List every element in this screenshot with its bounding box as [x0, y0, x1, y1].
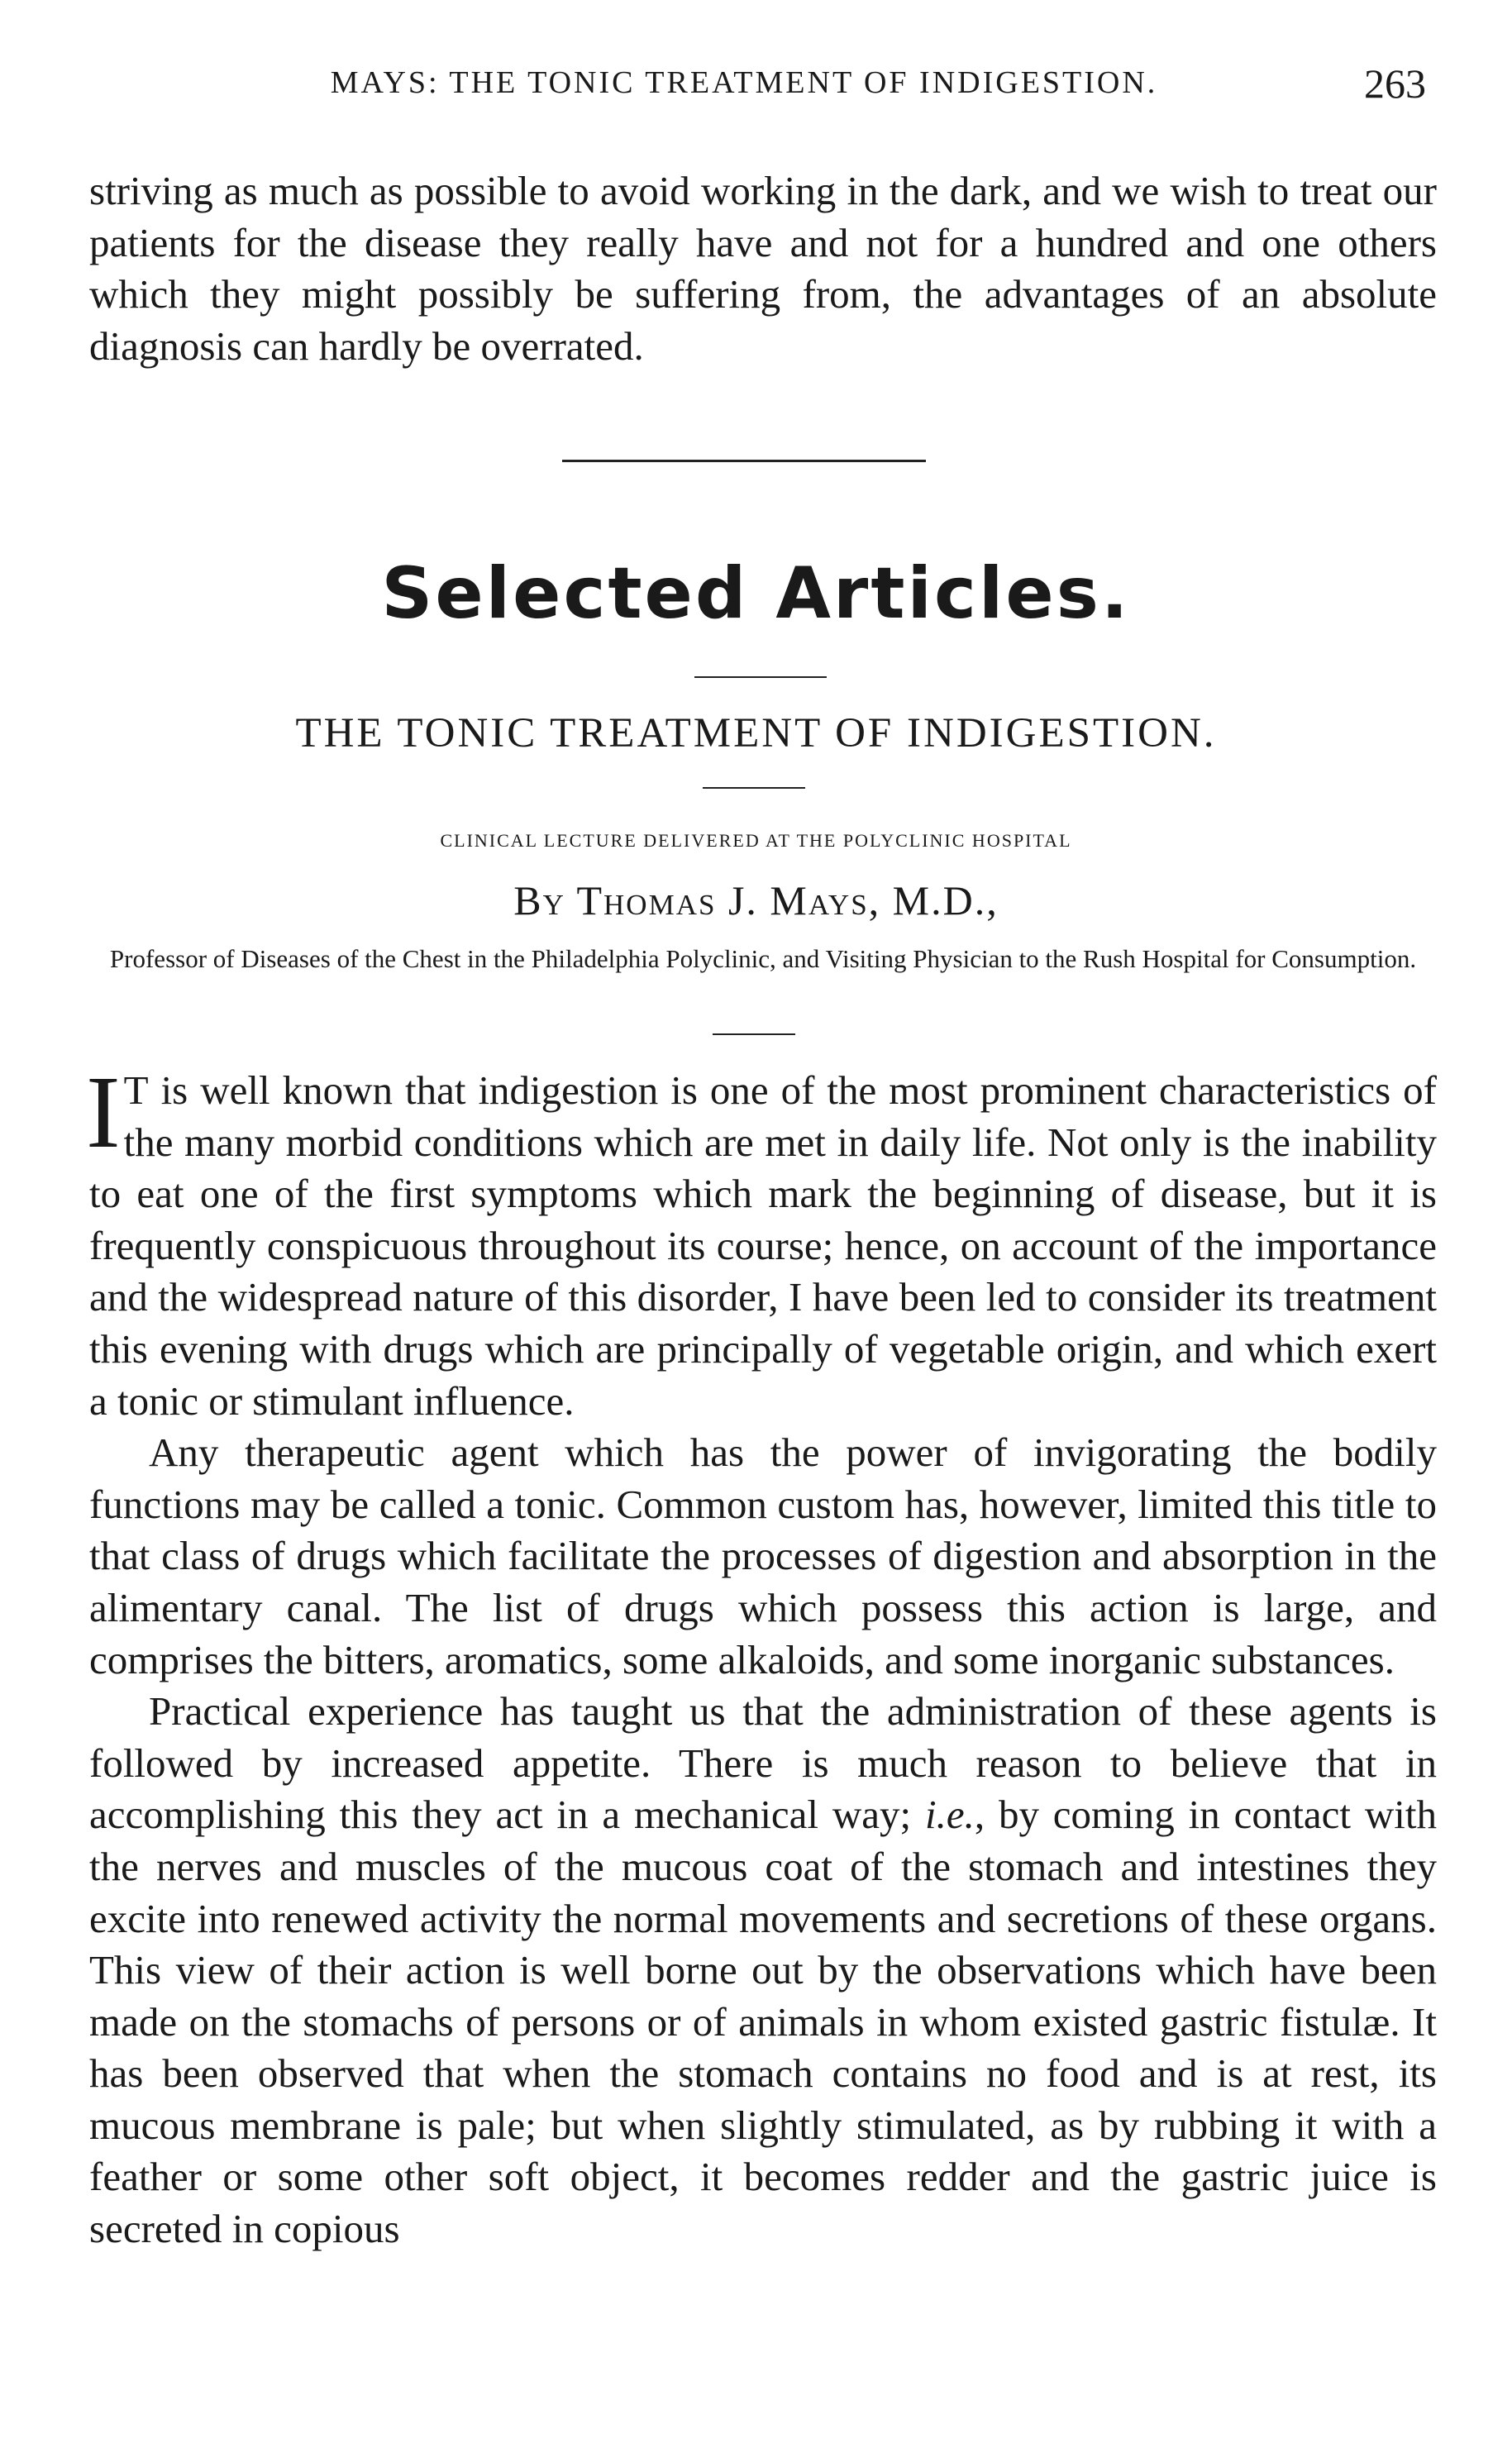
article-body — [86, 1056, 1437, 2255]
affiliation-divider-rule — [713, 1033, 795, 1035]
paragraph-3-text-end: , by coming in contact with the nerves and muscles of the mucous coat of the stomach and intestines they excite into renewed activity the normal movements and secretions of these organs. This view of their action is well borne out by the observations which have been made on the stomachs of persons or of animals in whom existed gastric fistulæ. It has been observed that when the stomach contains no food and is at rest, its mucous membrane is pale; but when slightly stimulated, as by rubbing it with a feather or some other soft object, it becomes redder and the gastric juice is secreted in copious — [89, 1792, 1437, 2252]
article-title: THE TONIC TREATMENT OF INDIGESTION. — [295, 710, 1217, 756]
title-divider-rule — [703, 787, 805, 789]
first-word: T — [123, 1067, 149, 1113]
drop-cap: I — [86, 1056, 121, 1170]
running-head: MAYS: THE TONIC TREATMENT OF INDIGESTION. — [330, 65, 1158, 100]
paragraph-1-text: is well known that indigestion is one of the most prominent characteristics of the many morbid conditions which are met in daily life. Not only is the inability to eat one of the first symptoms which mark the beginning of disease, but it is frequently conspicuous throughout its course; hence, on account of the importance and the widespread nature of this disorder, I have been led to consider its treatment this evening with drugs which are principally of vegetable origin, and which exert a tonic or stimulant influence. — [89, 1067, 1437, 1424]
paragraph-3-text-start: Practical experience has taught us that the administration of these agents is followed by increased appetite. There is much reason to believe that in accomplishing this they act in a mechanical way; — [89, 1688, 1437, 1838]
article-byline: By Thomas J. Mays, M.D., — [513, 877, 999, 923]
author-affiliation: Professor of Diseases of the Chest in the Philadelphia Polyclinic, and Visiting Physician to the Rush Hospital for Consumption. — [109, 944, 1417, 973]
carryover-paragraph: striving as much as possible to avoid working in the dark, and we wish to treat our patients for the disease they really have and not for a hundred and one others which they might possibly be suffering from, the advantages of an absolute diagnosis can hardly be overrated. — [89, 168, 1437, 369]
section-heading: Selected Articles. — [381, 552, 1131, 635]
page-number: 263 — [1364, 60, 1426, 107]
section-divider-rule — [562, 460, 926, 462]
heading-divider-rule — [694, 676, 827, 678]
paragraph-3 — [89, 1686, 1437, 2255]
ie-abbreviation: i.e. — [924, 1792, 975, 1838]
paragraph-1 — [86, 1056, 1437, 1427]
paragraph-2: Any therapeutic agent which has the power of invigorating the bodily functions may be called a tonic. Common custom has, however, limited this title to that class of drugs which facilitate the processes of digestion and absorption in the alimentary canal. The list of drugs which possess this action is large, and comprises the bitters, aromatics, some alkaloids, and some inorganic substances. — [89, 1429, 1437, 1682]
carryover-text-block — [89, 165, 1437, 372]
article-subtitle: CLINICAL LECTURE DELIVERED AT THE POLYCLINIC HOSPITAL — [440, 830, 1072, 851]
